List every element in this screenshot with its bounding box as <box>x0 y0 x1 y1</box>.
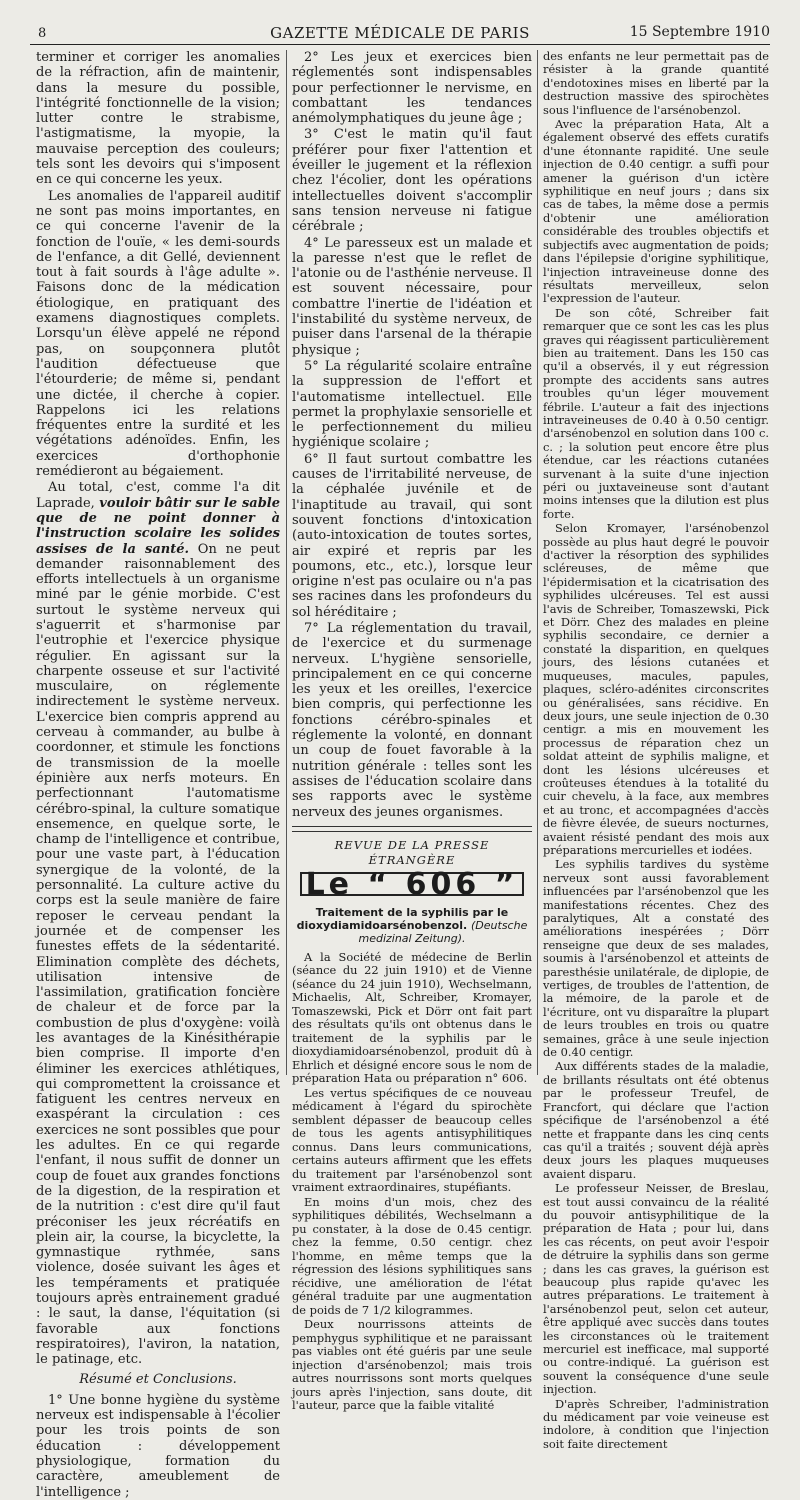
section-heading: REVUE DE LA PRESSE ÉTRANGÈRE <box>334 837 490 868</box>
paragraph: Deux nourrissons atteints de pemphygus syphilitique et ne paraissant pas viables ont été guéris par une seule injection d'arsénobenzol; mais trois autres nourrissons sont morts quelques jours après l'injection, sans doute, dit l'auteur, parce que la faible vitalité <box>292 1317 532 1413</box>
paragraph: Les anomalies de l'appareil auditif ne sont pas moins importantes, en ce qui concerne l'avenir de la fonction de l'ouïe, « les demi-sourds de l'enfance, a dit Gellé, deviennent tout à fait sourds à l'âge adulte ». Faisons donc de la médication étiologique, en pratiquant des examens diagnostiques complets. Lorsqu'un élève appelé ne répond pas, on soupçonnera plutôt l'audition défectueuse que l'étourderie; de même si, pendant une dictée, il cherche à copier. Rappelons ici les relations fréquentes entre la surdité et les végétations adénoïdes. Enfin, les exercices d'orthophonie remédieront au bégaiement. <box>36 188 280 480</box>
paragraph: Avec la préparation Hata, Alt a également observé des effets curatifs d'une étonnante rapidité. Une seule injection de 0.40 centigr. a suffi pour amener la guérison d'un ictère syphilitique en neuf jours ; dans six cas de tabes, la même dose a permis d'obtenir une amélioration considérable des troubles objectifs et subjectifs avec augmentation de poids; dans l'épilepsie d'origine syphilitique, l'injection intraveineuse donne des résultats merveilleux, selon l'expression de l'auteur. <box>543 117 769 306</box>
paragraph: Le professeur Neisser, de Breslau, est tout aussi convaincu de la réalité du pouvoir antisyphilitique de la préparation de Hata ; pour lui, dans les cas récents, on peut avoir l'espoir de détruire la syphilis dans son germe ; dans les cas graves, la guérison est beaucoup plus rapide qu'avec les autres préparations. Le traitement à l'arsénobenzol peut, selon cet auteur, être appliqué avec succès dans toutes les circonstances où le traitement mercuriel est inefficace, mal supporté ou contre-indiqué. La guérison est souvent la conséquence d'une seule injection. <box>543 1181 769 1397</box>
paragraph: De son côté, Schreiber fait remarquer que ce sont les cas les plus graves qui réagissent particulièrement bien au traitement. Dans les 150 cas qu'il a observés, il y eut régression prompte des accidents sans autres troubles qu'un léger mouvement fébrile. L'auteur a fait des injections intraveineuses de 0.40 à 0.50 centigr. d'arsénobenzol en solution dans 100 c. c. ; la solution peut encore être plus étendue, car les réactions cutanées survenant à la suite d'une injection péri ou juxtaveineuse sont d'autant moins intenses que la dilution est plus forte. <box>543 305 769 521</box>
article-title-text: Traitement de la syphilis par le dioxydiamidoarsénobenzol. <box>296 905 509 932</box>
issue-date: 15 Septembre 1910 <box>629 24 770 40</box>
article-body <box>292 951 532 1413</box>
paragraph: 2° Les jeux et exercices bien réglementés sont indispensables pour perfectionner le nervisme, en combattant les tendances anémolymphatiques du jeune âge ; <box>292 50 532 127</box>
column-divider <box>537 50 538 1075</box>
text: Au total, c'est, comme l'a dit Laprade, <box>36 480 280 511</box>
paragraph: 1° Une bonne hygiène du système nerveux est indispensable à l'écolier pour les trois points de son éducation : développement physiologique, formation du caractère, ameublement de l'intelligence ; <box>36 1392 280 1500</box>
paragraph: terminer et corriger les anomalies de la réfraction, afin de maintenir, dans la mesure du possible, l'intégrité fonctionnelle de la vision; lutter contre le strabisme, l'astigmatisme, la myopie, la mauvaise perception des couleurs; tels sont les devoirs qui s'imposent en ce qui concerne les yeux. <box>36 50 280 188</box>
journal-title: GAZETTE MÉDICALE DE PARIS <box>270 24 530 42</box>
italic-quote: vouloir bâtir sur le sable que de ne point donner à l'instruction scolaire les solides assises de la santé. <box>36 495 280 557</box>
paragraph: A la Société de médecine de Berlin (séance du 22 juin 1910) et de Vienne (séance du 24 juin 1910), Wechselmann, Michaelis, Alt, Schreiber, Kromayer, Tomaszewski, Pick et Dörr ont fait part des résultats qu'ils ont obtenus dans le traitement de la syphilis par le dioxydiamidoarsénobenzol, produit dû à Ehrlich et désigné encore sous le nom de préparation Hata ou préparation n° 606. <box>292 949 532 1086</box>
paragraph: Aux différents stades de la maladie, de brillants résultats ont été obtenus par le professeur Treufel, de Francfort, qui déclare que l'action spécifique de l'arsénobenzol a été nette et frappante dans les cinq cents cas qu'il a traités ; souvent déjà après deux jours les plaques muqueuses avaient disparu. <box>543 1059 769 1181</box>
paragraph: 7° La réglementation du travail, de l'exercice et du surmenage nerveux. L'hygiène sensorielle, principalement en ce qui concerne les yeux et les oreilles, l'exercice bien compris, qui perfectionne les fonctions cérébro-spinales et réglemente la volonté, en donnant un coup de fouet favorable à la nutrition générale : telles sont les assises de l'éducation scolaire dans ses rapports avec le système nerveux des jeunes organismes. <box>292 620 532 820</box>
text: On ne peut demander raisonnablement des efforts intellectuels à un organisme miné par le génie morbide. C'est surtout le système nerveux qui s'aguerrit et s'harmonise par l'eutrophie et l'exercice physique régulier. En agissant sur la charpente osseuse et sur l'activité musculaire, on réglemente indirectement le système nerveux. L'exercice bien compris apprend au cerveau à commander, au bulbe à coordonner, et stimule les fonctions de transmission de la moelle épinière aux nerfs moteurs. En perfectionnant l'automatisme cérébro-spinal, la culture somatique ensemence, en quelque sorte, le champ de l'intelligence et contribue, pour une vaste part, à l'éducation synergique de la volonté, de la personnalité. La culture active du corps est la seule manière de faire reposer le cerveau pendant la journée et de compenser les funestes effets de la sédentarité. Elimination complète des déchets, utilisation intensive de l'assimilation, gratification foncière de chaleur et de force par la combustion de plus d'oxygène: voilà les avantages de la Kinésithérapie bien comprise. Il importe d'en éliminer les exercices athlétiques, qui compromettent la croissance et fatiguent les centres nerveux en exaspérant la circulation : ces exercices ne sont possibles que pour les adultes. En ce qui regarde l'enfant, il nous suffit de donner un coup de fouet aux grandes fonctions de la digestion, de la respiration et de la nutrition : c'est dire qu'il faut préconiser les jeux récréatifs en plein air, la course, la bicyclette, la gymnastique rythmée, sans violence, dosée suivant les âges et les tempéraments et pratiquée toujours après entrainement gradué : le saut, la danse, l'équitation (si favorable aux fonctions respiratoires), l'aviron, la natation, le patinage, etc. <box>36 541 280 1368</box>
article-title <box>292 906 532 945</box>
column-divider <box>286 50 287 1075</box>
article-headline: Le “ 606 ” <box>300 872 524 895</box>
paragraph: Selon Kromayer, l'arsénobenzol possède au plus haut degré le pouvoir d'activer la résorption des syphilides scléreuses, de même que l'épidermisation et la cicatrisation des syphilides ulcéreuses. Tel est aussi l'avis de Schreiber, Tomaszewski, Pick et Dörr. Chez des malades en pleine syphilis secondaire, ce dernier a constaté la disparition, en quelques jours, des lésions cutanées et muqueuses, macules, papules, plaques, scléro-adénites circonscrites ou généralisées, sans récidive. En deux jours, une seule injection de 0.30 centigr. a mis en mouvement les processus de réparation chez un soldat atteint de syphilis maligne, et dont les lésions ulcéreuses et croûteuses étendues à la totalité du cuir chevelu, à la face, aux membres et au tronc, et accompagnées d'accès de fièvre élevée, de sueurs nocturnes, avaient résisté pendant des mois aux préparations mercurielles et iodées. <box>543 521 769 857</box>
paragraph: 6° Il faut surtout combattre les causes de l'irritabilité nerveuse, de la céphalée juvénile et de l'inaptitude au travail, qui sont souvent fonctions d'intoxication (auto-intoxication de toutes sortes, air expiré et repris par les poumons, etc., etc.), lorsque leur origine n'est pas oculaire ou n'a pas ses racines dans les profondeurs du sol héréditaire ; <box>292 451 532 620</box>
paragraph: 3° C'est le matin qu'il faut préférer pour fixer l'attention et éveiller le jugement et la réflexion chez l'écolier, dont les opérations intellectuelles doivent s'accomplir sans tension nerveuse ni fatigue cérébrale ; <box>292 127 532 235</box>
paragraph: 4° Le paresseux est un malade et la paresse n'est que le reflet de l'atonie ou de l'asthénie nerveuse. Il est souvent nécessaire, pour combattre l'inertie de l'idéation et l'instabilité du système nerveux, de puiser dans l'arsenal de la thérapie physique ; <box>292 235 532 358</box>
paragraph: 5° La régularité scolaire entraîne la suppression de l'effort et l'automatisme intellectuel. Elle permet la prophylaxie sensorielle et le perfectionnement du milieu hygiénique scolaire ; <box>292 358 532 451</box>
column-right <box>543 49 769 1451</box>
section-divider <box>292 826 532 832</box>
paragraph <box>36 480 280 1367</box>
column-left <box>36 50 280 1500</box>
paragraph: des enfants ne leur permettait pas de résister à la grande quantité d'endotoxines mises en liberté par la destruction massive des spirochètes sous l'influence de l'arsénobenzol. <box>543 49 769 117</box>
paragraph: Les vertus spécifiques de ce nouveau médicament à l'égard du spirochète semblent dépasser de beaucoup celles de tous les agents antisyphilitiques connus. Dans leurs communications, certains auteurs affirment que les effets du traitement par l'arsénobenzol sont vraiment extraordinaires, stupéfiants. <box>292 1085 532 1195</box>
page-header <box>30 22 770 45</box>
paragraph: Les syphilis tardives du système nerveux sont aussi favorablement influencées par l'arsénobenzol que les manifestations récentes. Chez des paralytiques, Alt a constaté des améliorations inespérées ; Dörr renseigne que deux de ses malades, soumis à l'arsénobenzol et atteints de paresthésie unilatérale, de diplopie, de vertiges, de troubles de l'attention, de la mémoire, de la parole et de l'écriture, ont vu disparaître la plupart de leurs troubles en trois ou quatre semaines, grâce à une seule injection de 0.40 centigr. <box>543 857 769 1060</box>
page-number: 8 <box>38 26 47 41</box>
column-middle <box>292 50 532 1413</box>
article-source: (Deutsche medizinal Zeitung). <box>358 918 528 945</box>
subheading: Résumé et Conclusions. <box>79 1371 237 1387</box>
paragraph: En moins d'un mois, chez des syphilitiques débilités, Wechselmann a pu constater, à la dose de 0.45 centigr. chez la femme, 0.50 centigr. chez l'homme, en même temps que la régression des lésions syphilitiques sans récidive, une amélioration de l'état général traduite par une augmentation de poids de 7 1/2 kilogrammes. <box>292 1194 532 1317</box>
paragraph: D'après Schreiber, l'administration du médicament par voie veineuse est indolore, à condition que l'injection soit faite directement <box>543 1396 769 1451</box>
